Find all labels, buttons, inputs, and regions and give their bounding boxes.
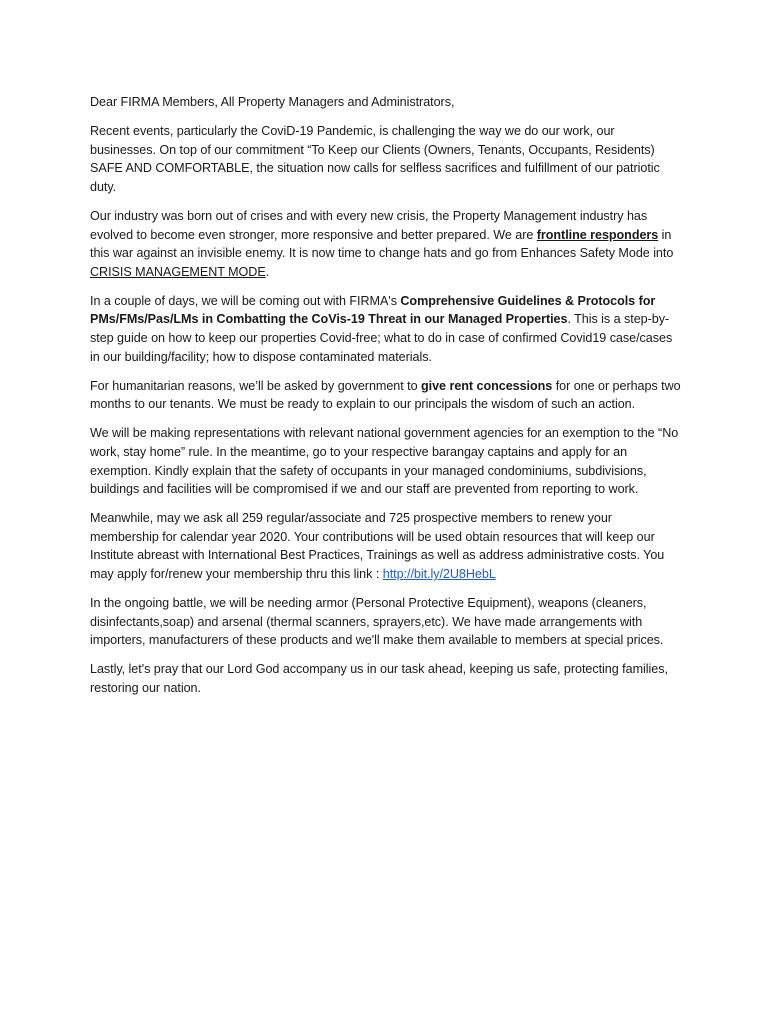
letter-body: [90, 93, 682, 708]
paragraph-covid-impact-text: Recent events, particularly the CoviD-19 Pandemic, is challenging the way we do our work, our businesses. On top of our commitment “To Keep our Clients (Owners, Tenants, Occupants, Residents) SAFE AND COMFORTABLE, the situation now calls for selfless sacrifices and fulfillment of our patriotic duty.: [90, 124, 660, 194]
salutation-text: Dear FIRMA Members, All Property Managers and Administrators,: [90, 95, 455, 109]
paragraph-guidelines: [90, 292, 682, 366]
paragraph-guidelines-text-c: . This is a step-by-step guide on how to keep our properties Covid-free; what to do in case of confirmed Covid19 case/cases in our building/facility; how to dispose contaminated materials.: [90, 312, 673, 364]
paragraph-membership-text: Meanwhile, may we ask all 259 regular/associate and 725 prospective members to renew your membership for calendar year 2020. Your contributions will be used obtain resources that will keep our Institute abreast with International Best Practices, Trainings as well as address administrative costs. You may apply for/renew your membership thru this link :: [90, 511, 665, 582]
paragraph-ppe: [90, 594, 682, 650]
paragraph-rent-concessions: [90, 377, 682, 414]
paragraph-closing-text: Lastly, let's pray that our Lord God accompany us in our task ahead, keeping us safe, protecting families, restoring our nation.: [90, 662, 668, 696]
rent-concessions-emphasis: give rent concessions: [421, 378, 553, 393]
paragraph-covid-impact: [90, 122, 682, 196]
paragraph-ppe-text: In the ongoing battle, we will be needing armor (Personal Protective Equipment), weapons (cleaners, disinfectants,soap) and arsenal (thermal scanners, sprayers,etc). We have made arrangements with importers, manufacturers of these products and we'll make them available to members at special prices.: [90, 596, 664, 648]
crisis-management-mode-emphasis: CRISIS MANAGEMENT MODE: [90, 264, 266, 279]
paragraph-exemption: [90, 424, 682, 498]
guidelines-title-emphasis: Comprehensive Guidelines & Protocols for PMs/FMs/Pas/LMs in Combatting the CoVis-19 Threat in our Managed Properties: [90, 293, 656, 327]
paragraph-industry: [90, 207, 682, 281]
paragraph-guidelines-text-a: In a couple of days, we will be coming out with FIRMA's: [90, 293, 401, 308]
frontline-responders-emphasis: frontline responders: [536, 227, 659, 242]
membership-link[interactable]: http://bit.ly/2U8HebL: [382, 567, 496, 582]
paragraph-industry-text-e: .: [265, 264, 270, 279]
paragraph-exemption-text: We will be making representations with relevant national government agencies for an exemption to the “No work, stay home” rule. In the meantime, go to your respective barangay captains and apply for an exemption. Kindly explain that the safety of occupants in your managed condominiums, subdivisions, buildings and facilities will be compromised if we and our staff are prevented from reporting to work.: [90, 426, 679, 497]
paragraph-rent-text-a: For humanitarian reasons, we’ll be asked by government to: [90, 378, 422, 393]
paragraph-rent-text-c: for one or perhaps two months to our tenants. We must be ready to explain to our principals the wisdom of such an action.: [90, 378, 681, 412]
salutation: [90, 93, 682, 112]
paragraph-industry-text-a: Our industry was born out of crises and with every new crisis, the Property Management industry has evolved to become even stronger, more responsive and better prepared. We are: [90, 208, 648, 242]
paragraph-membership: [90, 509, 682, 583]
paragraph-industry-text-c: in this war against an invisible enemy. It is now time to change hats and go from Enhances Safety Mode into: [90, 227, 674, 261]
paragraph-closing: [90, 660, 682, 697]
